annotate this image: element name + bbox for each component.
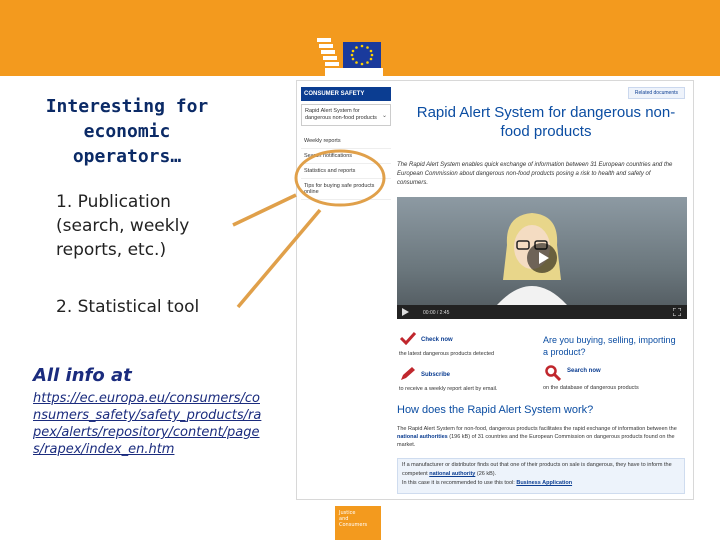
business-application-link[interactable]: Business Application bbox=[516, 480, 573, 486]
logo-line: and Consumers bbox=[339, 516, 368, 528]
national-authority-link[interactable]: national authority bbox=[429, 471, 476, 477]
sidebar-item-search-notifications[interactable]: Search notifications bbox=[301, 149, 391, 164]
magnifier-icon bbox=[545, 365, 561, 381]
manufacturer-notice bbox=[397, 458, 685, 494]
rapex-website-screenshot bbox=[296, 80, 694, 500]
sidebar-header: CONSUMER SAFETY bbox=[301, 87, 391, 101]
title-line: Interesting for bbox=[45, 96, 209, 117]
bullet-line: 1. Publication bbox=[56, 192, 171, 212]
slide-title bbox=[32, 94, 222, 169]
rapex-url-link[interactable]: https://ec.europa.eu/consumers/consumers_safety/safety_products/rapex/alerts/repository/content/pages/rapex/index_en.htm bbox=[33, 391, 262, 457]
sidebar-item-statistics[interactable]: Statistics and reports bbox=[301, 164, 391, 179]
fullscreen-icon[interactable] bbox=[673, 308, 681, 316]
justice-consumers-logo bbox=[335, 506, 381, 540]
sidebar-select-label: Rapid Alert System for dangerous non-food products bbox=[305, 108, 377, 121]
how-text-part: (196 kB) of 31 countries and the European Commission on dangerous products found on the market. bbox=[397, 434, 675, 448]
intro-text: The Rapid Alert System enables quick exchange of information between 31 European countries and the European Commission about dangerous non-food products posing a risk to health and safety of consumers. bbox=[397, 162, 673, 186]
sidebar bbox=[301, 87, 391, 200]
subscribe-desc: to receive a weekly report alert by email. bbox=[399, 386, 498, 392]
search-now-link[interactable]: Search now bbox=[567, 368, 601, 374]
title-line: operators… bbox=[72, 146, 182, 167]
check-now-desc: the latest dangerous products detected bbox=[399, 351, 495, 357]
play-button[interactable] bbox=[527, 243, 557, 273]
logo-line: Justice bbox=[339, 510, 356, 516]
play-icon bbox=[527, 243, 557, 273]
page-title: Rapid Alert System for dangerous non-food products bbox=[416, 104, 676, 140]
bullet-line: reports, etc.) bbox=[56, 240, 167, 260]
how-text-part: The Rapid Alert System for non-food, dangerous products facilitates the rapid exchange of information between the bbox=[397, 426, 677, 432]
subscribe-link[interactable]: Subscribe bbox=[421, 372, 451, 378]
bullet-publication bbox=[56, 190, 236, 262]
sidebar-item-weekly-reports[interactable]: Weekly reports bbox=[301, 134, 391, 149]
sidebar-item-tips[interactable]: Tips for buying safe products online bbox=[301, 179, 391, 200]
play-small-icon[interactable] bbox=[401, 308, 409, 316]
bullet-line: (search, weekly bbox=[56, 216, 190, 236]
chevron-down-icon: ⌄ bbox=[381, 113, 387, 119]
callout-line-publication bbox=[233, 195, 296, 225]
notice-text: (26 kB). bbox=[476, 471, 497, 477]
notice-text: If a manufacturer or distributor finds out that one of their products on sale is dangerous, they have to inform the competent bbox=[402, 462, 672, 477]
checkmark-icon bbox=[399, 331, 417, 345]
video-player[interactable] bbox=[397, 197, 687, 319]
notice-line bbox=[402, 461, 680, 479]
check-now-link[interactable]: Check now bbox=[421, 337, 453, 343]
all-info-label: All info at bbox=[33, 365, 132, 386]
sidebar-section-select[interactable] bbox=[301, 104, 391, 126]
european-commission-logo bbox=[307, 20, 383, 76]
pencil-icon bbox=[399, 366, 417, 382]
notice-text: In this case it is recommended to use this tool: bbox=[402, 480, 515, 486]
bullet-statistical-tool: 2. Statistical tool bbox=[56, 297, 200, 317]
video-time: 00:00 / 2:45 bbox=[423, 310, 450, 316]
how-it-works-text bbox=[397, 425, 685, 449]
notice-line bbox=[402, 479, 680, 488]
national-authorities-link[interactable]: national authorities bbox=[397, 434, 448, 440]
related-documents-button[interactable]: Related documents bbox=[628, 87, 685, 99]
how-it-works-heading: How does the Rapid Alert System work? bbox=[397, 404, 594, 416]
search-now-desc: on the database of dangerous products bbox=[543, 385, 639, 391]
buying-question: Are you buying, selling, importing a product? bbox=[543, 335, 676, 357]
title-line: economic bbox=[83, 121, 171, 142]
